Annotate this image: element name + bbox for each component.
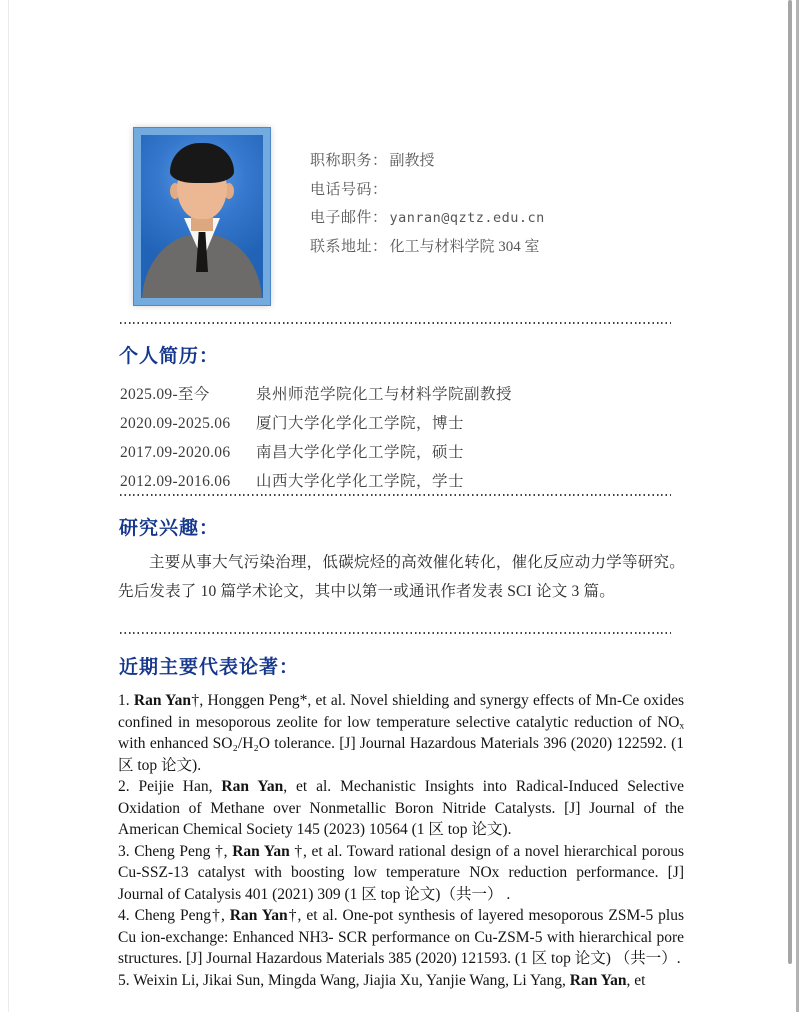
page-left-edge [8, 0, 9, 1012]
publication-list [118, 690, 684, 991]
publication-item [118, 970, 684, 992]
resume-entry [120, 380, 512, 409]
publication-text: 5. Weixin Li, Jikai Sun, Mingda Wang, Jiajia Xu, Yanjie Wang, Li Yang, [118, 971, 570, 989]
resume-detail: 南昌大学化学化工学院，硕士 [256, 444, 465, 461]
resume-period: 2025.09-至今 [120, 386, 210, 403]
contact-row [310, 147, 545, 176]
author-name-highlight: Ran Yan [232, 842, 290, 860]
publication-item [118, 841, 684, 906]
publication-text: , et al. Mechanistic Insights into Radical-Induced Selective Oxidation of Methane over Nonmetallic Boron Nitride Catalysts. [J] Journal of the American Chemical Society 145 (2023) 10564 (1 区 top 论文). [118, 778, 684, 838]
publication-text: 1. [118, 692, 134, 709]
resume-period: 2017.09-2020.06 [120, 444, 231, 461]
author-name-highlight: Ran Yan [229, 907, 288, 924]
author-name-highlight: Ran Yan [221, 778, 284, 795]
research-interests-paragraph: 主要从事大气污染治理，低碳烷烃的高效催化转化，催化反应动力学等研究。先后发表了 10 篇学术论文，其中以第一或通讯作者发表 SCI 论文 3 篇。 [118, 554, 685, 600]
profile-photo-frame [133, 127, 271, 306]
publication-item [118, 905, 684, 970]
publication-item [118, 690, 684, 776]
resume-period: 2020.09-2025.06 [120, 415, 231, 432]
publication-text: †, et al. Toward rational design of a novel hierarchical porous Cu-SSZ-13 catalyst with boosting low temperature NOx reduction performance. [J] Journal of Catalysis 401 (2021) 309 (1 区 top 论文)（共一） . [118, 842, 684, 903]
dotted-divider [120, 322, 671, 324]
publication-text: †, Honggen Peng*, et al. Novel shielding and synergy effects of Mn-Ce oxides confined in mesoporous zeolite for low temperature selective catalytic reduction of NOₓ with enhanced SO₂/H₂O tolerance. [J] Journal Hazardous Materials 396 (2020) 122592. (1 区 top 论文). [118, 692, 685, 774]
contact-info [310, 147, 545, 261]
contact-label: 联系地址： [310, 238, 388, 255]
contact-row [310, 204, 545, 233]
resume-detail: 厦门大学化学化工学院，博士 [256, 415, 465, 432]
publication-text: , et [626, 971, 646, 989]
resume-detail: 山西大学化学化工学院，学士 [256, 473, 465, 490]
resume-entry [120, 438, 512, 467]
resume-entry [120, 409, 512, 438]
profile-photo [141, 135, 263, 298]
publication-text: 4. Cheng Peng†, [118, 907, 230, 924]
resume-detail: 泉州师范学院化工与材料学院副教授 [256, 386, 513, 403]
contact-value: yanran@qztz.edu.cn [389, 210, 545, 226]
contact-label: 电子邮件： [310, 210, 388, 226]
photo-hair-shape [170, 143, 234, 183]
resume-entry [120, 467, 512, 496]
contact-label: 职称职务： [310, 153, 388, 169]
resume-list [120, 380, 512, 496]
contact-row [310, 176, 545, 205]
scrollbar-thumb[interactable] [788, 0, 792, 964]
dotted-divider [120, 632, 671, 634]
section-title-resume: 个人简历： [119, 346, 220, 367]
publication-text: 2. Peijie Han, [118, 778, 222, 795]
author-name-highlight: Ran Yan [133, 692, 191, 709]
publication-item [118, 776, 684, 841]
section-title-interests: 研究兴趣： [119, 518, 220, 539]
publication-text: 3. Cheng Peng †, [118, 842, 233, 860]
author-name-highlight: Ran Yan [569, 971, 627, 989]
publication-text: †, et al. One-pot synthesis of layered mesoporous ZSM-5 plus Cu ion-exchange: Enhanced NH3- SCR performance on Cu-ZSM-5 with hierarchical pore structures. [J] Journal Hazardous Materials 385 (2020) 121593. (1 区 top 论文) （共一）. [118, 907, 685, 967]
contact-value: 化工与材料学院 304 室 [389, 238, 540, 255]
contact-value: 副教授 [389, 153, 435, 169]
contact-label: 电话号码： [310, 181, 388, 198]
contact-row [310, 233, 545, 262]
section-title-publications: 近期主要代表论著： [119, 657, 300, 678]
resume-period: 2012.09-2016.06 [120, 473, 231, 490]
